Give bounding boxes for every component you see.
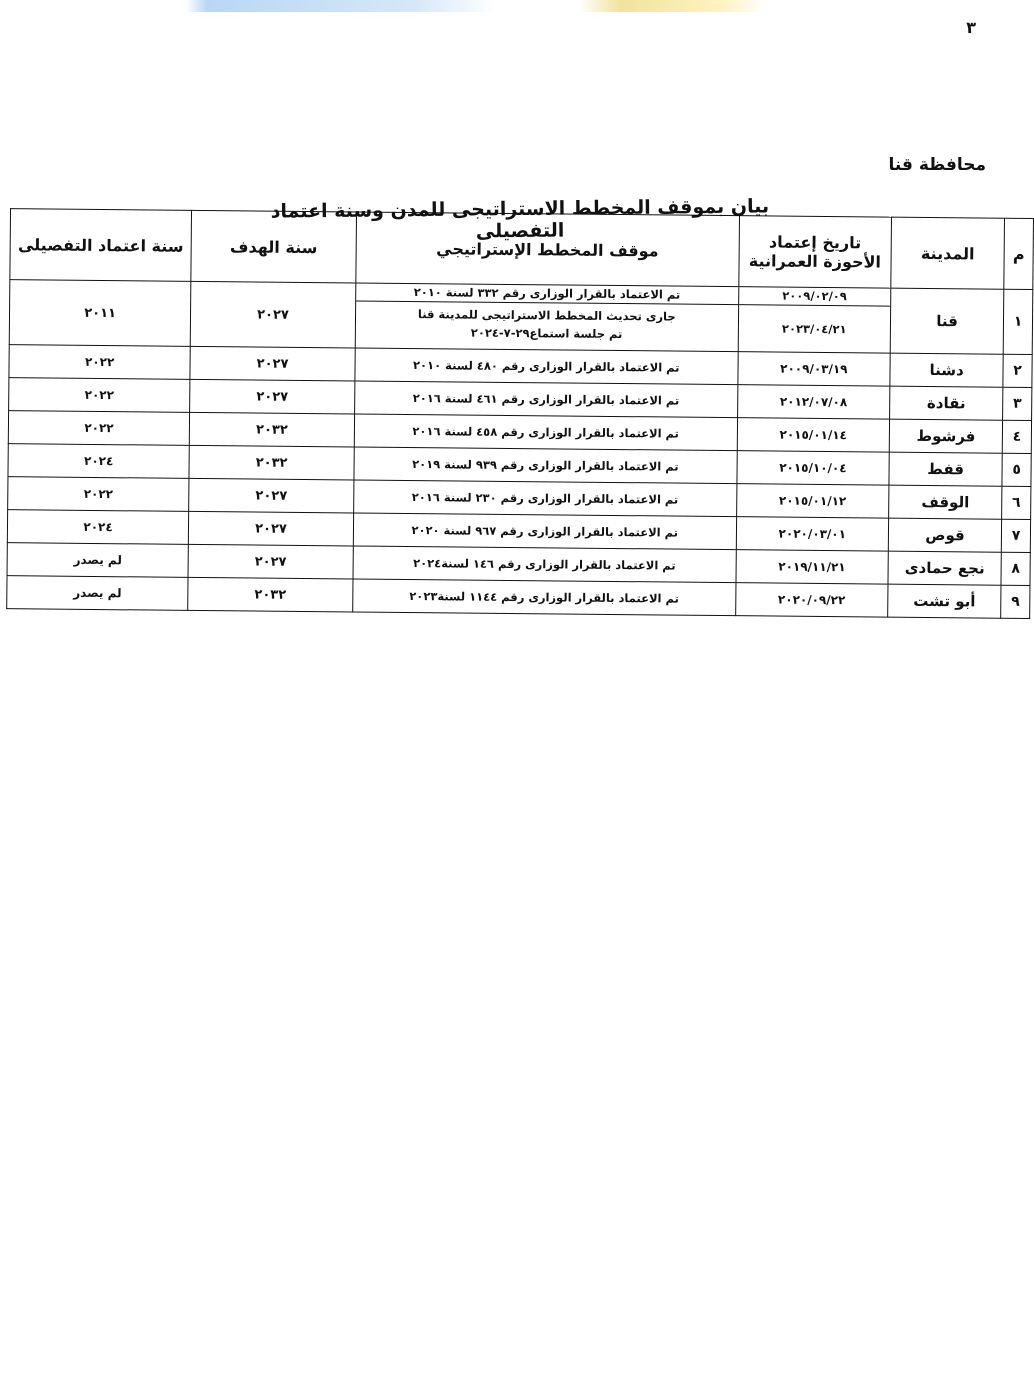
strategic-plans-table — [6, 208, 1034, 619]
row-index: ٦ — [1002, 486, 1031, 519]
row-date: ٢٠٢٠/٠٣/٠١ — [736, 517, 889, 551]
row-index: ٢ — [1003, 354, 1032, 387]
row-city: أبو تشت — [888, 584, 1002, 618]
row-detail-year: ٢٠٢٢ — [8, 411, 189, 446]
row-status: تم الاعتماد بالقرار الوزارى رقم ٤٥٨ لسنة ٢٠١٦ — [354, 414, 737, 451]
row-city: نقادة — [890, 386, 1004, 420]
table-header-row — [10, 209, 1034, 290]
header-index: م — [1004, 218, 1033, 289]
row-city: نجع حمادى — [888, 551, 1002, 585]
row-detail-year: ٢٠٢٢ — [8, 477, 189, 512]
row-target-year: ٢٠٢٧ — [188, 511, 353, 546]
row-status: تم الاعتماد بالقرار الوزارى رقم ٩٦٧ لسنة ٢٠٢٠ — [353, 513, 736, 550]
row-target-year: ٢٠٣٢ — [188, 577, 353, 612]
row-index: ٨ — [1001, 552, 1030, 585]
header-plan-status: موقف المخطط الإستراتيجي — [356, 212, 740, 287]
row-status: تم الاعتماد بالقرار الوزارى رقم ١٤٦ لسنة٢٠٢٤ — [353, 546, 736, 583]
row-index: ٩ — [1001, 585, 1030, 618]
table-row — [9, 280, 1033, 355]
row-city: فرشوط — [889, 419, 1003, 453]
row-detail-year: ٢٠٢٤ — [7, 510, 188, 545]
row-detail-year: لم يصدر — [7, 543, 188, 578]
row-index: ٧ — [1001, 519, 1030, 552]
row-detail-year: ٢٠٢٢ — [9, 345, 190, 380]
row-city: قفط — [889, 452, 1003, 486]
row-status: تم الاعتماد بالقرار الوزارى رقم ٤٨٠ لسنة ٢٠١٠ — [355, 348, 738, 385]
row-detail-year: ٢٠١١ — [9, 280, 191, 347]
document-title: بيان بموقف المخطط الاستراتيجى للمدن وسنة اعتماد التفصيلى — [270, 195, 770, 243]
row-index: ١ — [1003, 289, 1032, 354]
row-date: ٢٠١٥/٠١/١٢ — [736, 484, 889, 518]
row-city: الوقف — [889, 485, 1003, 519]
row-date: ٢٠١٩/١١/٢١ — [736, 550, 889, 584]
row-status-b — [356, 301, 738, 347]
row-target-year: ٢٠٢٧ — [190, 346, 355, 381]
row-index: ٣ — [1003, 387, 1032, 420]
row-date-a: ٢٠٠٩/٠٢/٠٩ — [739, 287, 890, 306]
row-city: قوص — [888, 518, 1002, 552]
header-detail-year: سنة اعتماد التفصيلى — [10, 209, 192, 282]
row-status-b-line2: تم جلسة استماع٢٩-٧-٢٠٢٤ — [470, 325, 623, 342]
row-city: قنا — [890, 288, 1004, 354]
row-status: تم الاعتماد بالقرار الوزارى رقم ٢٣٠ لسنة ٢٠١٦ — [353, 480, 736, 517]
row-date: ٢٠٠٩/٠٣/١٩ — [738, 352, 891, 386]
row-city: دشنا — [890, 353, 1004, 387]
header-approval-date — [738, 216, 891, 288]
page-number: ٣ — [966, 18, 976, 37]
row-date: ٢٠١٥/٠١/١٤ — [737, 418, 890, 452]
row-detail-year: ٢٠٢٢ — [9, 378, 190, 413]
row-target-year: ٢٠٢٧ — [189, 478, 354, 513]
row-status-cell — [355, 283, 738, 352]
row-status-b-line1: جارى تحديث المخطط الاستراتيجى للمدينة قنا — [417, 307, 676, 324]
row-status-a: تم الاعتماد بالقرار الوزارى رقم ٣٣٢ لسنة ٢٠١٠ — [356, 283, 738, 305]
row-target-year: ٢٠٣٢ — [189, 412, 354, 447]
row-date-b: ٢٠٢٣/٠٤/٢١ — [781, 321, 847, 337]
row-date: ٢٠٢٠/٠٩/٢٢ — [735, 583, 888, 617]
row-index: ٤ — [1002, 420, 1031, 453]
header-date-line1: تاريخ إعتماد — [768, 232, 862, 253]
scan-color-strip — [0, 0, 1034, 12]
plans-table-wrapper — [6, 208, 1034, 619]
header-city: المدينة — [891, 217, 1005, 289]
header-target-year: سنة الهدف — [191, 210, 356, 283]
row-date: ٢٠١٢/٠٧/٠٨ — [737, 385, 890, 419]
row-target-year: ٢٠٣٢ — [189, 445, 354, 480]
row-index: ٥ — [1002, 453, 1031, 486]
row-detail-year: ٢٠٢٤ — [8, 444, 189, 479]
row-target-year: ٢٠٢٧ — [188, 544, 353, 579]
row-status: تم الاعتماد بالقرار الوزارى رقم ١١٤٤ لسنة٢٠٢٣ — [353, 579, 736, 616]
row-date-cell — [738, 287, 891, 353]
row-date: ٢٠١٥/١٠/٠٤ — [737, 451, 890, 485]
governorate-title: محافظة قنا — [888, 155, 986, 175]
header-date-line2: الأحوزة العمرانية — [748, 251, 882, 272]
row-target-year: ٢٠٢٧ — [190, 281, 355, 348]
row-target-year: ٢٠٢٧ — [190, 379, 355, 414]
row-status: تم الاعتماد بالقرار الوزارى رقم ٩٣٩ لسنة ٢٠١٩ — [354, 447, 737, 484]
row-detail-year: لم يصدر — [7, 576, 188, 611]
row-status: تم الاعتماد بالقرار الوزارى رقم ٤٦١ لسنة ٢٠١٦ — [354, 381, 737, 418]
